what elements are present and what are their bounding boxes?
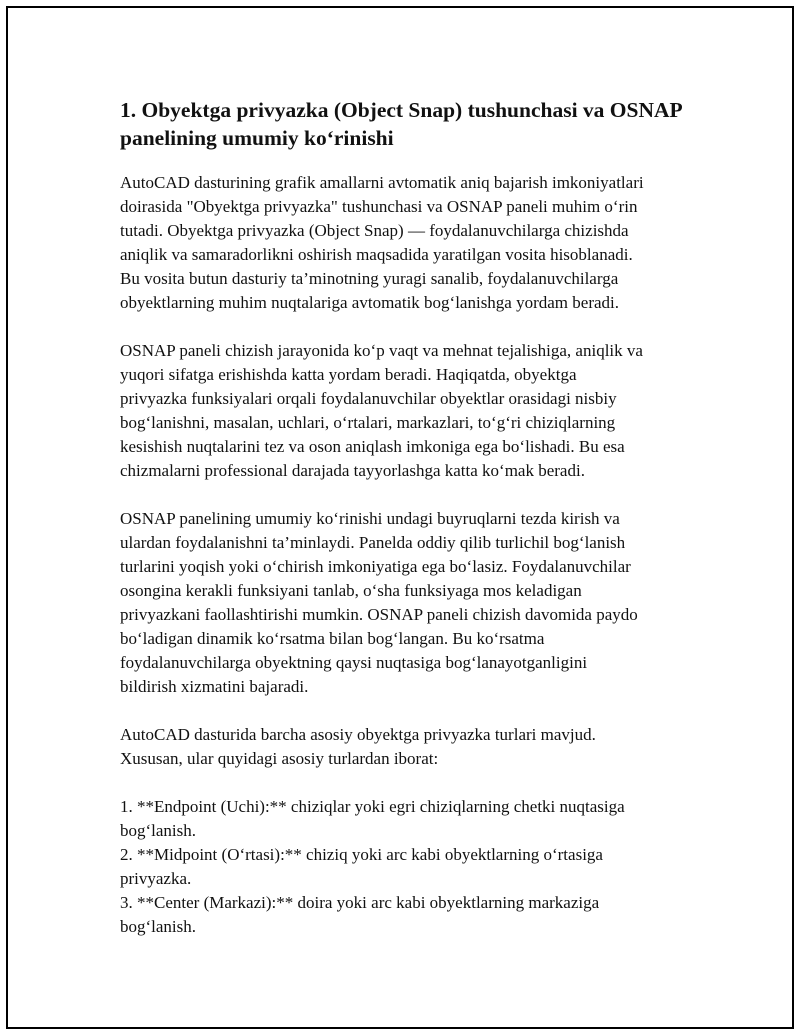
paragraph-intro: AutoCAD dasturining grafik amallarni avtomatik aniq bajarish imkoniyatlari doirasida "Obyektga privyazka" tushunchasi va OSNAP paneli muhim o‘rin tutadi. Obyektga privyazka (Object Snap) — foydalanuvchilarga chizishda aniqlik va samaradorlikni oshirish maqsadida yaratilgan vosita hisoblanadi. Bu vosita butun dasturiy ta’minotning yuragi sanalib, foydalanuvchilarga obyektlarning muhim nuqtalariga avtomatik bog‘lanishga yordam beradi. bbox=[120, 173, 644, 312]
document-body bbox=[120, 96, 700, 939]
page-frame bbox=[6, 6, 794, 1029]
snap-types-list: 1. **Endpoint (Uchi):** chiziqlar yoki egri chiziqlarning chetki nuqtasiga bog‘lanish. 2. **Midpoint (O‘rtasi):** chiziq yoki arc kabi obyektlarning o‘rtasiga privyazka. 3. **Center (Markazi):** doira yoki arc kabi obyektlarning markaziga bog‘lanish. bbox=[120, 797, 625, 936]
paragraph-osnap-overview: OSNAP panelining umumiy ko‘rinishi undagi buyruqlarni tezda kirish va ulardan foydalanishni ta’minlaydi. Panelda oddiy qilib turlichil bog‘lanish turlarini yoqish yoki o‘chirish imkoniyatiga ega bo‘lasiz. Foydalanuvchilar osongina kerakli funksiyani tanlab, o‘sha funksiyaga mos keladigan privyazkani faollashtirishi mumkin. OSNAP paneli chizish davomida paydo bo‘ladigan dinamik ko‘rsatma bilan bog‘langan. Bu ko‘rsatma foydalanuvchilarga obyektning qaysi nuqtasiga bog‘lanayotganligini bildirish xizmatini bajaradi. bbox=[120, 509, 638, 696]
paragraph-osnap-benefits: OSNAP paneli chizish jarayonida ko‘p vaqt va mehnat tejalishiga, aniqlik va yuqori sifatga erishishda katta yordam beradi. Haqiqatda, obyektga privyazka funksiyalari orqali foydalanuvchilar obyektlar orasidagi nisbiy bog‘lanishni, masalan, uchlari, o‘rtalari, markazlari, to‘g‘ri chiziqlarning kesishish nuqtalarini tez va oson aniqlash imkoniga ega bo‘lishadi. Bu esa chizmalarni professional darajada tayyorlashga katta ko‘mak beradi. bbox=[120, 341, 643, 480]
document-title: 1. Obyektga privyazka (Object Snap) tushunchasi va OSNAP panelining umumiy ko‘rinishi bbox=[120, 98, 683, 150]
paragraph-snap-types-intro: AutoCAD dasturida barcha asosiy obyektga privyazka turlari mavjud. Xususan, ular quyidagi asosiy turlardan iborat: bbox=[120, 725, 596, 768]
